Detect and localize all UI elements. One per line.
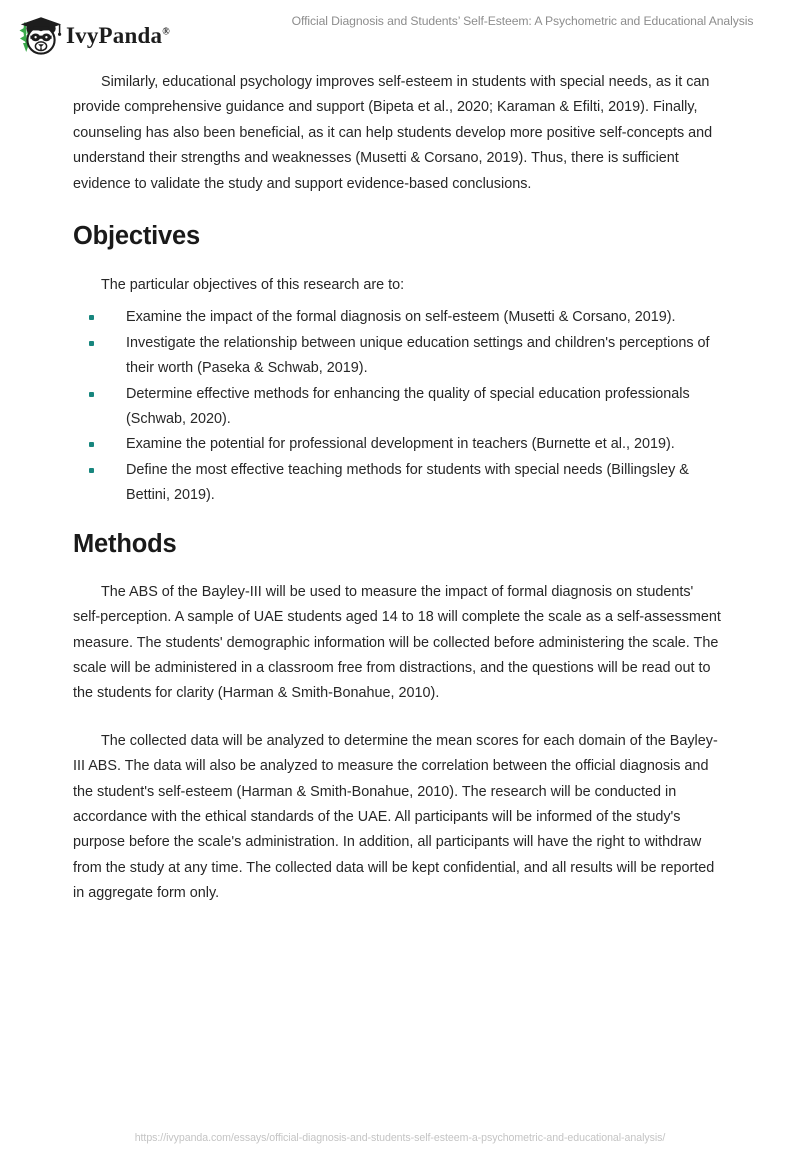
footer-source-url[interactable]: https://ivypanda.com/essays/official-diagnosis-and-students-self-esteem-a-psychometric-and-educational-analysis/ — [134, 1132, 666, 1144]
list-item — [73, 432, 721, 457]
paragraph-objectives-intro — [73, 273, 721, 298]
paragraph-similarly — [73, 70, 721, 197]
spacer — [73, 559, 721, 580]
paragraph-text: Similarly, educational psychology improves self-esteem in students with special needs, as it can provide comprehensive guidance and support (Bipeta et al., 2020; Karaman & Efilti, 2019). Finally, counseling has also been beneficial, as it can help students develop more positive self-concepts and understand their strengths and weaknesses (Musetti & Corsano, 2019). Thus, there is sufficient evidence to validate the study and support evidence-based conclusions. — [73, 74, 713, 192]
ivypanda-logo[interactable] — [14, 13, 170, 59]
list-item — [73, 382, 721, 433]
heading-objectives: Objectives — [73, 222, 200, 251]
list-item-label: Determine effective methods for enhancing the quality of special education professionals (Schwab, 2020). — [126, 385, 690, 428]
spacer — [73, 509, 721, 529]
list-item-label: Define the most effective teaching methods for students with special needs (Billingsley & Bettini, 2019). — [126, 461, 689, 504]
spacer — [73, 298, 721, 305]
bullet-marker-icon — [89, 442, 94, 447]
bullet-marker-icon — [89, 341, 94, 346]
panda-graduate-logo-icon — [14, 13, 62, 59]
spacer — [73, 197, 721, 221]
spacer — [73, 707, 721, 729]
bullet-marker-icon — [89, 392, 94, 397]
logo-wordmark-text: IvyPanda — [66, 23, 163, 48]
logo-wordmark — [66, 23, 170, 49]
list-item — [73, 331, 721, 382]
paragraph-text: The ABS of the Bayley-III will be used to measure the impact of formal diagnosis on students' self-perception. A sample of UAE students aged 14 to 18 will complete the scale as a self-assessment measure. The students' demographic information will be collected before administering the scale. The scale will be administered in a classroom free from distractions, and the questions will be read out to the students for clarity (Harman & Smith-Bonahue, 2010). — [73, 583, 721, 702]
list-item-label: Examine the impact of the formal diagnosis on self-esteem (Musetti & Corsano, 2019). — [126, 309, 676, 326]
paragraph-text: The particular objectives of this research are to: — [101, 277, 405, 294]
list-item — [73, 458, 721, 509]
list-item-label: Examine the potential for professional development in teachers (Burnette et al., 2019). — [126, 436, 675, 453]
registered-trademark-symbol: ® — [162, 26, 170, 38]
paragraph-methods-2 — [73, 729, 721, 907]
page-header — [0, 0, 800, 62]
document-running-title: Official Diagnosis and Students’ Self-Esteem: A Psychometric and Educational Analysis — [291, 14, 754, 28]
paragraph-methods-1 — [73, 580, 721, 707]
bullet-marker-icon — [89, 315, 94, 320]
list-item-label: Investigate the relationship between unique education settings and children's perceptions of their worth (Paseka & Schwab, 2019). — [126, 334, 710, 377]
list-item — [73, 305, 721, 330]
objectives-list — [73, 305, 721, 508]
heading-methods: Methods — [73, 529, 177, 558]
bullet-marker-icon — [89, 468, 94, 473]
spacer — [73, 251, 721, 273]
document-body — [73, 70, 721, 907]
paragraph-text: The collected data will be analyzed to determine the mean scores for each domain of the Bayley-III ABS. The data will also be analyzed to measure the correlation between the official diagnosis and the student's self-esteem (Harman & Smith-Bonahue, 2010). The research will be conducted in accordance with the ethical standards of the UAE. All participants will be informed of the study's purpose before the scale's administration. In addition, all participants will have the right to withdraw from the study at any time. The collected data will be kept confidential, and all results will be reported in aggregate form only. — [73, 732, 718, 902]
